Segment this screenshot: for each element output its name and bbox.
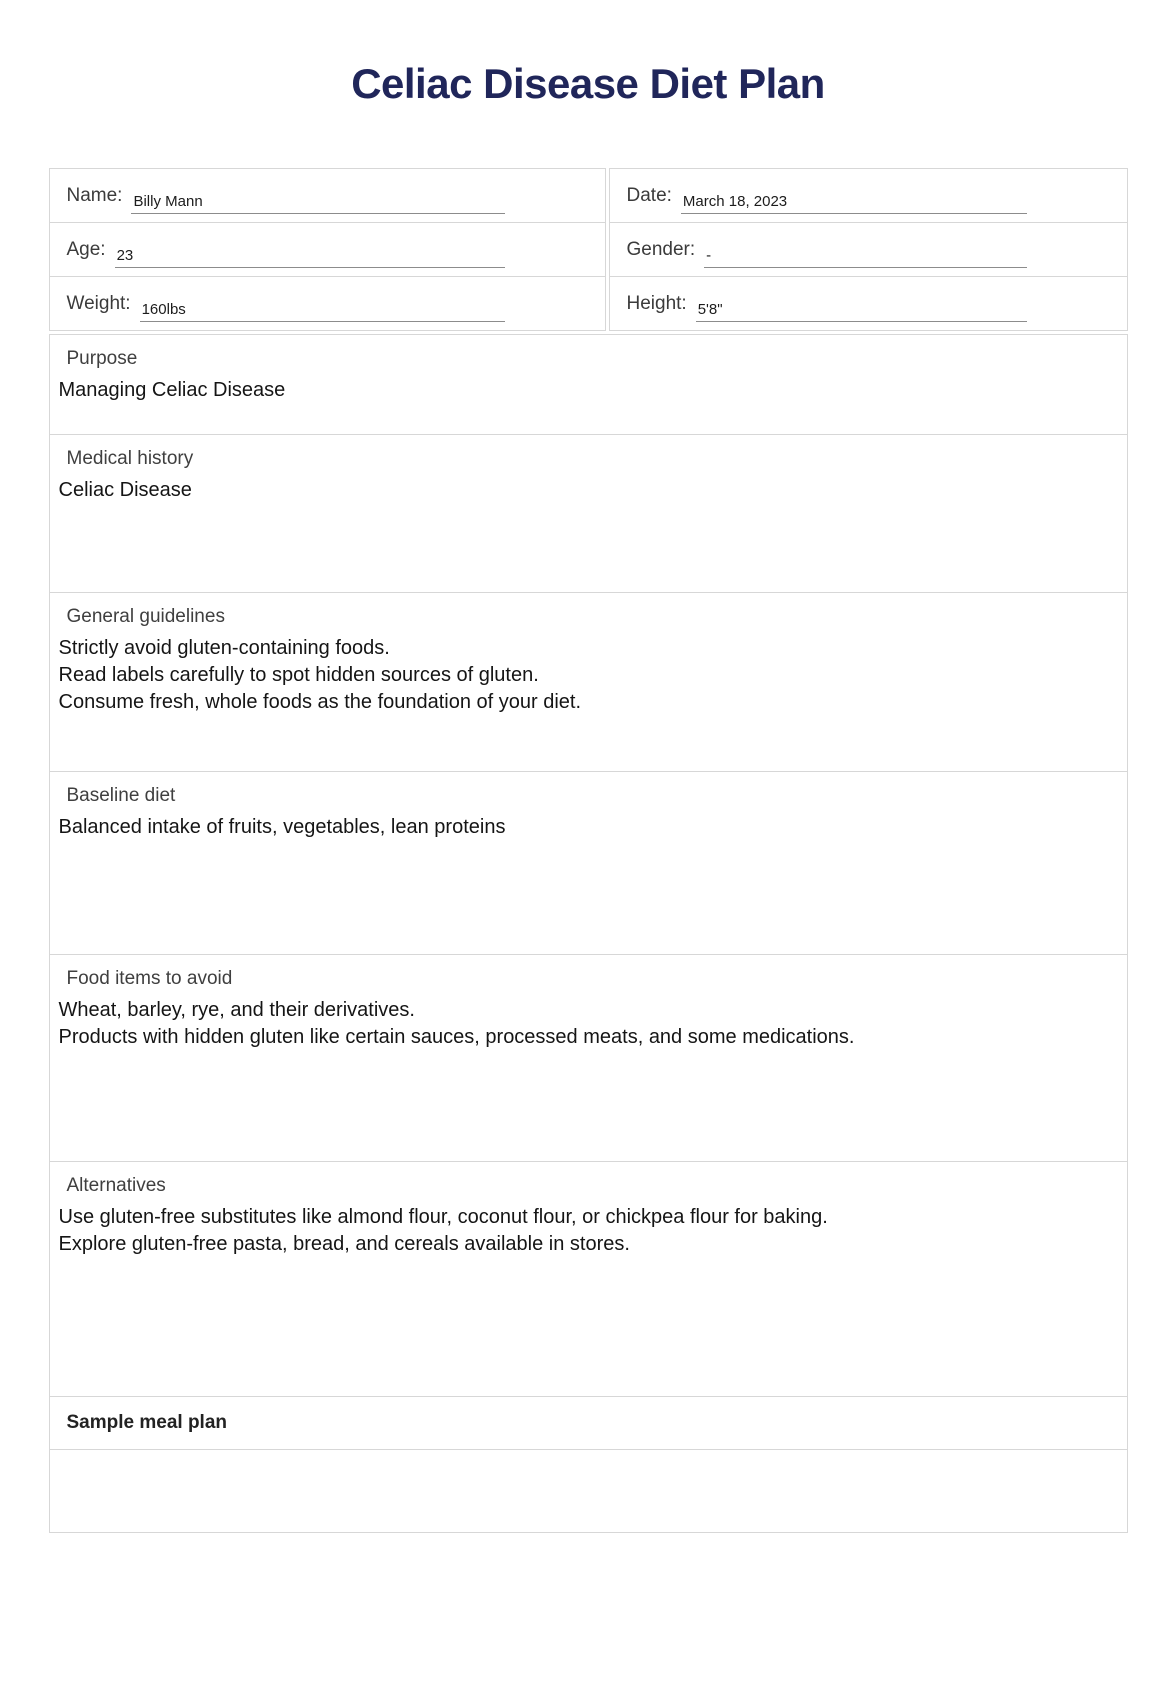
diet-plan-form	[49, 168, 1128, 1533]
alternatives-textarea[interactable]	[59, 1204, 1107, 1258]
baseline-diet-text: Balanced intake of fruits, vegetables, lean proteins	[58, 816, 506, 838]
general-guidelines-heading: General guidelines	[66, 606, 225, 627]
baseline-diet-heading: Baseline diet	[66, 785, 176, 806]
food-items-line: Products with hidden gluten like certain sauces, processed meats, and some medications.	[58, 1026, 855, 1048]
guideline-line: Consume fresh, whole foods as the foundation of your diet.	[58, 691, 582, 713]
purpose-textarea[interactable]	[59, 377, 1107, 404]
medical-history-textarea[interactable]	[59, 477, 1107, 504]
field-gender	[609, 222, 1128, 277]
general-guidelines-textarea[interactable]	[59, 635, 1107, 716]
patient-info-grid	[49, 168, 1128, 331]
food-items-line: Wheat, barley, rye, and their derivatives.	[58, 999, 415, 1021]
gender-input[interactable]: -	[704, 247, 1026, 268]
field-date	[609, 168, 1128, 223]
field-age	[49, 222, 606, 277]
food-items-textarea[interactable]	[59, 997, 1107, 1051]
section-sample-meal-plan-header	[49, 1396, 1128, 1450]
fields-column-left	[49, 168, 606, 331]
section-purpose	[49, 334, 1128, 435]
guideline-line: Read labels carefully to spot hidden sources of gluten.	[58, 664, 539, 686]
alternatives-line: Explore gluten-free pasta, bread, and cereals available in stores.	[58, 1233, 630, 1255]
medical-history-heading: Medical history	[66, 448, 194, 469]
medical-history-text: Celiac Disease	[58, 479, 192, 501]
fields-column-right	[609, 168, 1128, 331]
weight-input[interactable]: 160lbs	[140, 301, 505, 322]
section-baseline-diet	[49, 771, 1128, 955]
page-title: Celiac Disease Diet Plan	[351, 60, 825, 107]
section-alternatives	[49, 1161, 1128, 1397]
field-weight	[49, 276, 606, 331]
height-input[interactable]: 5'8"	[696, 301, 1027, 322]
gender-label: Gender:	[626, 238, 696, 260]
field-name	[49, 168, 606, 223]
alternatives-heading: Alternatives	[66, 1175, 166, 1196]
baseline-diet-textarea[interactable]	[59, 814, 1107, 841]
alternatives-line: Use gluten-free substitutes like almond flour, coconut flour, or chickpea flour for baking.	[58, 1206, 828, 1228]
date-label: Date:	[626, 184, 672, 206]
purpose-text: Managing Celiac Disease	[58, 379, 286, 401]
name-input[interactable]: Billy Mann	[131, 193, 504, 214]
purpose-heading: Purpose	[66, 348, 138, 369]
field-height	[609, 276, 1128, 331]
section-medical-history	[49, 434, 1128, 593]
date-input[interactable]: March 18, 2023	[681, 193, 1027, 214]
name-label: Name:	[66, 184, 123, 206]
age-input[interactable]: 23	[115, 247, 505, 268]
weight-label: Weight:	[66, 292, 131, 314]
food-items-heading: Food items to avoid	[66, 968, 233, 989]
section-general-guidelines	[49, 592, 1128, 772]
sample-meal-plan-textarea[interactable]	[49, 1449, 1128, 1533]
section-food-items-to-avoid	[49, 954, 1128, 1162]
age-label: Age:	[66, 238, 106, 260]
guideline-line: Strictly avoid gluten-containing foods.	[58, 637, 390, 659]
sample-meal-plan-heading: Sample meal plan	[66, 1412, 228, 1433]
height-label: Height:	[626, 292, 687, 314]
